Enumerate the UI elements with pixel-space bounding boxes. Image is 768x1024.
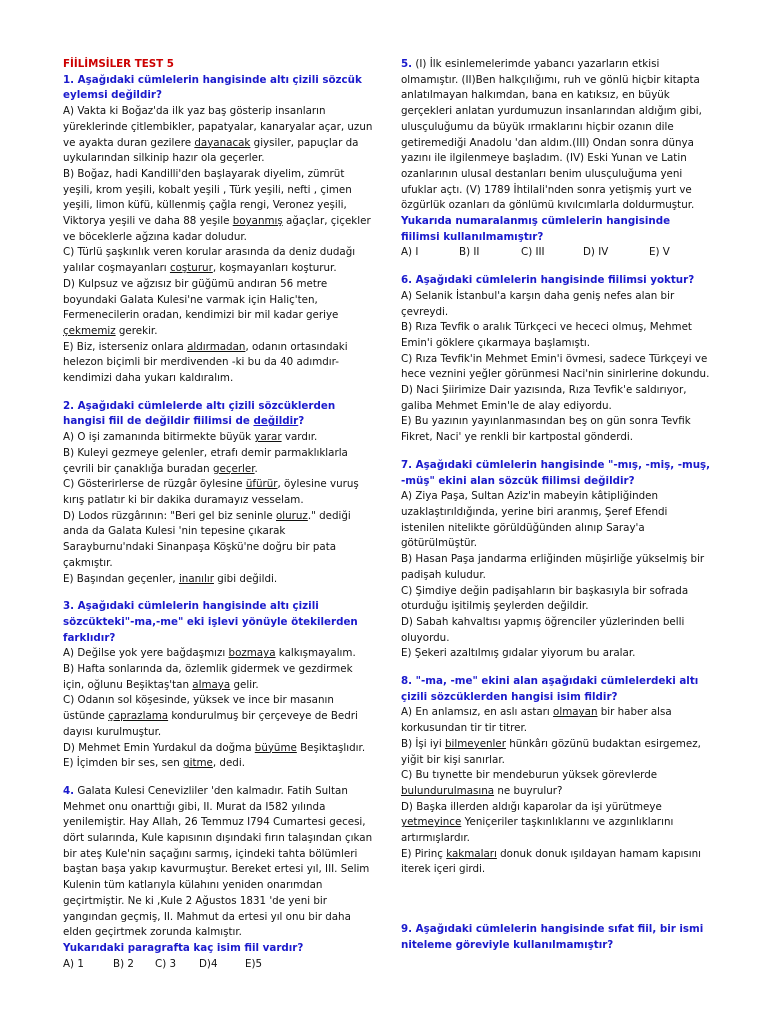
question-1-stem: 1. Aşağıdaki cümlelerin hangisinde altı çizili sözcük eylemsi değildir? bbox=[63, 73, 362, 102]
document-title: FİİLİMSİLER TEST 5 bbox=[63, 58, 174, 70]
question-2-stem: 2. Aşağıdaki cümlelerde altı çizili sözcüklerden hangisi fiil de değildir fiilimsi de değildir? bbox=[63, 399, 336, 428]
question-5-paragraph: 5. (I) İlk esinlemelerimde yabancı yazarların etkisi olmamıştır. (II)Ben halkçılığımı, ruh ve gönlü hiçbir kitapta anlatılmayan halkımdan, bana en katıksız, en büyük gerçekleri anlatan yurdumuzun insanlarından aldığım gibi, ulusçuluğumu da büyük ırmaklarını hiçbir ozanın dile getiremediği Anadolu 'dan aldım.(III) Ondan sonra dünya yazını ile ilgilenmeye başladım. (IV) Eski Yunan ve Latin ozanlarının ulusal destanları benim ulusçuluğuma yeni ufuklar açtı. (V) 1789 İhtilali'nden sonra yetişmiş yurt ve özgürlük ozanları da gönlümü kıvılcımlarla doldurmuştur. bbox=[401, 58, 702, 212]
q6-option-e: E) Bu yazının yayınlanmasından beş on gün sonra Tevfik Fikret, Naci' ye renkli bir kartpostal gönderdi. bbox=[401, 415, 691, 444]
question-4 bbox=[63, 784, 375, 972]
q4-option-e: E)5 bbox=[245, 957, 263, 970]
question-7 bbox=[401, 458, 711, 662]
question-4-stem: Yukarıdaki paragrafta kaç isim fiil vardır? bbox=[63, 941, 304, 954]
q1-option-d: D) Kulpsuz ve ağzısız bir güğümü andıran 56 metre boyundaki Galata Kulesi'ne varmak için Haliç'ten, Fermenecilerin oradan, kendimizi bir mil kadar geriye çekmemiz gerekir. bbox=[63, 277, 339, 337]
q7-option-b: B) Hasan Paşa jandarma erliğinden müşirliğe yükselmiş bir padişah kuludur. bbox=[401, 553, 705, 581]
question-5-stem: Yukarıda numaralanmış cümlelerin hangisinde fiilimsi kullanılmamıştır? bbox=[401, 215, 671, 243]
q5-option-d: D) IV bbox=[583, 246, 609, 259]
q8-option-a: A) En anlamsız, en aslı astarı olmayan bir haber alsa korkusundan tir tir titrer. bbox=[401, 706, 672, 735]
question-7-stem: 7. Aşağıdaki cümlelerin hangisinde "-mış, -miş, -muş, -müş" ekini alan sözcük fiilimsi değildir? bbox=[401, 458, 711, 487]
q3-option-c: C) Odanın sol köşesinde, yüksek ve ince bir masanın üstünde çaprazlama kondurulmuş bir çerçeveye de Bedri dayısı kurulmuştur. bbox=[63, 694, 358, 738]
left-column bbox=[63, 57, 375, 972]
q7-option-e: E) Şekeri azaltılmış gıdalar yiyorum bu aralar. bbox=[401, 647, 636, 660]
question-9 bbox=[401, 922, 711, 953]
q6-option-d: D) Naci Şiirimize Dair yazısında, Rıza Tevfik'e saldırıyor, galiba Mehmet Emin'le de alay ediyordu. bbox=[401, 384, 687, 412]
q4-option-d: D)4 bbox=[199, 957, 218, 970]
q5-option-a: A) I bbox=[401, 246, 419, 259]
q5-options bbox=[401, 245, 711, 261]
q3-option-a: A) Değilse yok yere bağdaşmızı bozmaya kalkışmayalım. bbox=[63, 647, 356, 660]
q1-option-b: B) Boğaz, hadi Kandilli'den başlayarak diyelim, zümrüt yeşili, krom yeşili, kobalt yeşili , Türk yeşili, nefti , çimen yeşili, limon küfü, küllenmiş çağla rengi, Veronez yeşili, Viktorya yeşili ve daha 88 yeşile boyanmış ağaçlar, çiçekler ve böceklerle ağzına kadar doludur. bbox=[63, 167, 371, 243]
q8-option-e: E) Pirinç kakmaları donuk donuk ışıldayan hamam kapısını iterek içeri girdi. bbox=[401, 847, 701, 876]
question-2 bbox=[63, 399, 375, 587]
q7-option-c: C) Şimdiye değin padişahların bir başkasıyla bir sofrada oturduğu işitilmiş şeylerden değildir. bbox=[401, 584, 689, 613]
q4-option-b: B) 2 bbox=[113, 957, 134, 970]
question-9-stem: 9. Aşağıdaki cümlelerin hangisinde sıfat fiil, bir ismi niteleme göreviyle kullanılmamıştır? bbox=[401, 923, 704, 951]
question-6-stem: 6. Aşağıdaki cümlelerin hangisinde fiilimsi yoktur? bbox=[401, 274, 695, 287]
q3-option-d: D) Mehmet Emin Yurdakul da doğma büyüme Beşiktaşlıdır. bbox=[63, 741, 366, 754]
q8-option-d: D) Başka illerden aldığı kaparolar da işi yürütmeye yetmeyince Yeniçeriler taşkınlıklarını ve azgınlıklarını artırmışlardır. bbox=[401, 800, 674, 845]
q6-option-b: B) Rıza Tevfik o aralık Türkçeci ve hececi olmuş, Mehmet Emin'i göklere çıkarmaya başlamıştı. bbox=[401, 321, 692, 349]
q8-option-c: C) Bu tıynette bir mendeburun yüksek görevlerde bulundurulmasına ne buyrulur? bbox=[401, 769, 658, 797]
question-6 bbox=[401, 273, 711, 446]
q2-option-e: E) Başından geçenler, inanılır gibi değildi. bbox=[63, 572, 278, 585]
q6-option-c: C) Rıza Tevfik'in Mehmet Emin'i övmesi, sadece Türkçeyi ve hece veznini yeğler görünmesi Naci'nin sinirlerine dokundu. bbox=[401, 352, 710, 381]
right-column bbox=[401, 57, 711, 954]
q4-option-c: C) 3 bbox=[155, 957, 177, 970]
question-5 bbox=[401, 57, 711, 261]
q6-option-a: A) Selanik İstanbul'a karşın daha geniş nefes alan bir çevreydi. bbox=[401, 289, 675, 318]
q7-option-a: A) Ziya Paşa, Sultan Aziz'in mabeyin kâtipliğinden uzaklaştırıldığında, yerine biri aranmış, Şeref Efendi istenilen nitelikte görüldüğünden alınıp Saray'a götürülmüştür. bbox=[401, 490, 668, 550]
q2-option-c: C) Gösterirlerse de rüzgâr öylesine üfürür, öylesine vuruş kırış patlatır ki bir dakika duramayız vesselam. bbox=[63, 478, 359, 506]
q5-option-c: C) III bbox=[521, 246, 545, 259]
q4-option-a: A) 1 bbox=[63, 957, 84, 970]
question-4-paragraph: 4. Galata Kulesi Cenevizliler 'den kalmadır. Fatih Sultan Mehmet onu onarttığı gibi, II. Murat da I582 yılında yenilemiştir. Hay Allah, 26 Temmuz I794 Cumartesi gecesi, dört sularında, Kule kapısının dışındaki fırın talaşından çıkan bir ateş Kule'nin saçağını sarmış, içindeki tahta bölümleri baştan başa yakıp kavurmuştur. Bereket ertesi yıl, III. Selim Kulenin tüm katlarıyla külahını yeniden onarımdan geçirtmiştir. Ne ki ,Kule 2 Ağustos 1831 'de yeni bir yangından geçmiş, II. Mahmut da ertesi yıl onu bir daha elden geçirtmek zorunda kalmıştır. bbox=[63, 784, 373, 939]
question-8-stem: 8. "-ma, -me" ekini alan aşağıdaki cümlelerdeki altı çizili sözcüklerden hangisi isim fildir? bbox=[401, 675, 699, 703]
q4-options bbox=[63, 957, 375, 973]
question-3-stem: 3. Aşağıdaki cümlelerin hangisinde altı çizili sözcükteki"-ma,-me" eki işlevi yönüyle ötekilerden farklıdır? bbox=[63, 600, 358, 644]
question-8 bbox=[401, 674, 711, 878]
question-3 bbox=[63, 599, 375, 772]
q1-option-e: E) Biz, isterseniz onlara aldırmadan, odanın ortasındaki helezon biçimli bir merdivenden -ki bu da 40 adımdır- kendimizi daha yukarı kaldıralım. bbox=[63, 340, 348, 385]
q2-option-b: B) Kuleyi gezmeye gelenler, etrafı demir parmaklıklarla çevrili bir çanaklığa buradan geçerler. bbox=[63, 446, 348, 475]
q3-option-b: B) Hafta sonlarında da, özlemlik gidermek ve gezdirmek için, oğlunu Beşiktaş'tan almaya gelir. bbox=[63, 663, 353, 691]
q1-option-a: A) Vakta ki Boğaz'da ilk yaz baş gösterip insanların yüreklerinde çitlembikler, papatyalar, kanaryalar açar, uzun ve ayakta duran gezilere dayanacak giysiler, papuçlar da uykularından silkinip hazır ola geçerler. bbox=[63, 105, 373, 165]
q1-option-c: C) Türlü şaşkınlık veren korular arasında da deniz dudağı yalılar coşmayanları coşturur, koşmayanları koşturur. bbox=[63, 246, 356, 275]
q8-option-b: B) İşi iyi bilmeyenler hünkârı gözünü budaktan esirgemez, yiğit bir kişi sanırlar. bbox=[401, 737, 701, 766]
q5-option-e: E) V bbox=[649, 246, 670, 259]
q2-option-d: D) Lodos rüzgârının: "Beri gel biz seninle oluruz." dediği anda da Galata Kulesi 'nin tepesine çıkarak Sarayburnu'ndaki Sinanpaşa Köşkü'ne doğru bir pata çakmıştır. bbox=[63, 509, 351, 569]
q5-option-b: B) II bbox=[459, 246, 480, 259]
q2-option-a: A) O işi zamanında bitirmekte büyük yarar vardır. bbox=[63, 431, 318, 444]
question-1 bbox=[63, 73, 375, 387]
q7-option-d: D) Sabah kahvaltısı yapmış öğrenciler yüzlerinden belli oluyordu. bbox=[401, 615, 685, 644]
q3-option-e: E) İçimden bir ses, sen gitme, dedi. bbox=[63, 757, 245, 770]
